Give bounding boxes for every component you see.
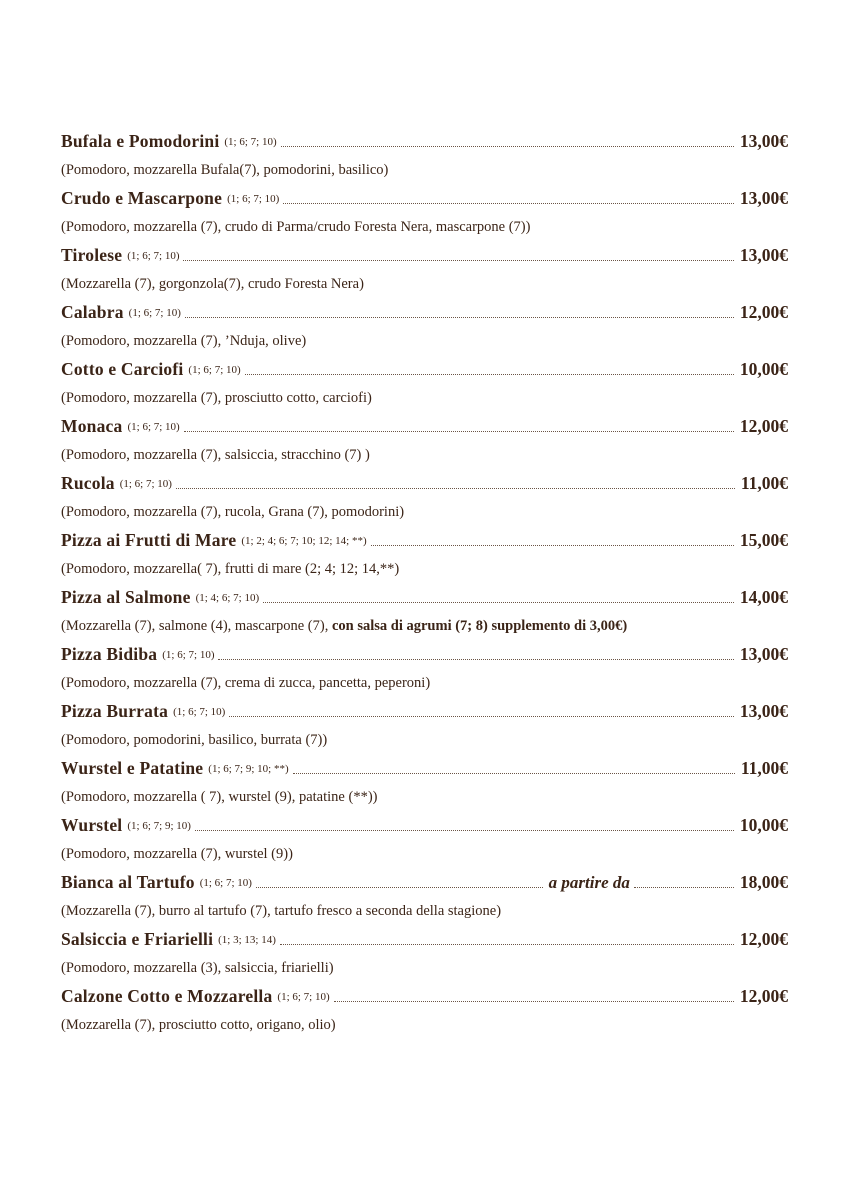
price: 13,00€ xyxy=(739,188,788,208)
price: 13,00€ xyxy=(739,245,788,265)
dot-leader xyxy=(371,545,734,546)
dot-leader xyxy=(184,431,734,432)
ingredients-text: (Pomodoro, mozzarella (7), prosciutto cotto, carciofi) xyxy=(61,390,372,406)
allergen-codes: (1; 3; 13; 14) xyxy=(218,933,276,946)
ingredients-text: (Pomodoro, mozzarella (3), salsiccia, friarielli) xyxy=(61,960,334,976)
pizza-name: Calabra xyxy=(61,302,124,322)
menu-item-header xyxy=(61,412,788,441)
price: 12,00€ xyxy=(739,416,788,436)
ingredients-text: (Mozzarella (7), prosciutto cotto, origano, olio) xyxy=(61,1017,336,1033)
ingredients-text: (Pomodoro, mozzarella (7), wurstel (9)) xyxy=(61,846,293,862)
ingredients xyxy=(61,726,788,755)
menu-item-header xyxy=(61,697,788,726)
price: 12,00€ xyxy=(739,302,788,322)
ingredients xyxy=(61,213,788,242)
ingredients-text: (Pomodoro, mozzarella (7), crema di zucca, pancetta, peperoni) xyxy=(61,675,431,691)
ingredients xyxy=(61,840,788,869)
allergen-codes: (1; 6; 7; 10) xyxy=(162,648,215,661)
pizza-name: Pizza ai Frutti di Mare xyxy=(61,530,237,550)
menu-item xyxy=(61,241,788,298)
dot-leader xyxy=(183,260,733,261)
menu-item xyxy=(61,412,788,469)
menu-item xyxy=(61,127,788,184)
ingredients xyxy=(61,897,788,926)
ingredients-text: (Pomodoro, pomodorini, basilico, burrata (7)) xyxy=(61,732,328,748)
ingredients-text: (Pomodoro, mozzarella (7), rucola, Grana (7), pomodorini) xyxy=(61,504,405,520)
ingredients xyxy=(61,612,788,641)
menu-item xyxy=(61,583,788,640)
supplement-note: con salsa di agrumi (7; 8) supplemento di 3,00€) xyxy=(331,618,628,634)
pizza-name: Tirolese xyxy=(61,245,123,265)
price: 10,00€ xyxy=(739,359,788,379)
allergen-codes: (1; 6; 7; 10) xyxy=(188,363,241,376)
dot-leader xyxy=(229,716,734,717)
menu-item xyxy=(61,184,788,241)
menu-item-header xyxy=(61,583,788,612)
dot-leader xyxy=(256,887,543,888)
price: 10,00€ xyxy=(739,815,788,835)
ingredients-text: (Pomodoro, mozzarella Bufala(7), pomodorini, basilico) xyxy=(61,162,389,178)
price: 12,00€ xyxy=(739,986,788,1006)
dot-leader xyxy=(185,317,734,318)
ingredients xyxy=(61,555,788,584)
allergen-codes: (1; 6; 7; 10) xyxy=(173,705,226,718)
ingredients xyxy=(61,156,788,185)
menu-item-header xyxy=(61,298,788,327)
ingredients-text: (Pomodoro, mozzarella (7), crudo di Parma/crudo Foresta Nera, mascarpone (7)) xyxy=(61,219,531,235)
dot-leader xyxy=(293,773,735,774)
menu-item-header xyxy=(61,754,788,783)
dot-leader xyxy=(634,887,734,888)
pizza-name: Pizza Burrata xyxy=(61,701,169,721)
dot-leader xyxy=(218,659,733,660)
allergen-codes: (1; 6; 7; 10) xyxy=(127,249,180,262)
price: 13,00€ xyxy=(739,701,788,721)
price: 14,00€ xyxy=(739,587,788,607)
dot-leader xyxy=(280,944,734,945)
price: 11,00€ xyxy=(740,473,788,493)
price: 12,00€ xyxy=(739,929,788,949)
ingredients-text: (Pomodoro, mozzarella ( 7), wurstel (9), patatine (**)) xyxy=(61,789,378,805)
allergen-codes: (1; 6; 7; 10) xyxy=(227,192,280,205)
allergen-codes: (1; 6; 7; 9; 10) xyxy=(127,819,191,832)
pizza-name: Wurstel xyxy=(61,815,123,835)
menu-item xyxy=(61,526,788,583)
pizza-name: Pizza Bidiba xyxy=(61,644,158,664)
allergen-codes: (1; 6; 7; 10) xyxy=(119,477,172,490)
dot-leader xyxy=(281,146,734,147)
ingredients xyxy=(61,327,788,356)
pizza-name: Rucola xyxy=(61,473,115,493)
price: 13,00€ xyxy=(739,131,788,151)
menu-item-header xyxy=(61,526,788,555)
ingredients xyxy=(61,1011,788,1040)
dot-leader xyxy=(283,203,734,204)
price: 18,00€ xyxy=(739,872,788,892)
ingredients-text: (Pomodoro, mozzarella (7), ’Nduja, olive) xyxy=(61,333,307,349)
pizza-name: Wurstel e Patatine xyxy=(61,758,204,778)
pizza-menu-list xyxy=(61,127,788,1039)
pizza-name: Bianca al Tartufo xyxy=(61,872,195,892)
pizza-name: Cotto e Carciofi xyxy=(61,359,184,379)
menu-item-header xyxy=(61,640,788,669)
dot-leader xyxy=(334,1001,734,1002)
ingredients xyxy=(61,441,788,470)
menu-item xyxy=(61,298,788,355)
menu-item-header xyxy=(61,469,788,498)
ingredients xyxy=(61,669,788,698)
menu-item-header xyxy=(61,925,788,954)
pizza-name: Calzone Cotto e Mozzarella xyxy=(61,986,273,1006)
price-note: a partire da xyxy=(548,872,630,892)
dot-leader xyxy=(195,830,734,831)
ingredients-text: (Mozzarella (7), salmone (4), mascarpone (7), xyxy=(61,618,329,634)
ingredients-text: (Mozzarella (7), burro al tartufo (7), tartufo fresco a seconda della stagione) xyxy=(61,903,502,919)
menu-item xyxy=(61,355,788,412)
dot-leader xyxy=(263,602,734,603)
menu-item xyxy=(61,982,788,1039)
pizza-name: Pizza al Salmone xyxy=(61,587,191,607)
menu-item xyxy=(61,754,788,811)
menu-item-header xyxy=(61,868,788,897)
menu-item-header xyxy=(61,127,788,156)
menu-item xyxy=(61,640,788,697)
allergen-codes: (1; 6; 7; 10) xyxy=(224,135,277,148)
allergen-codes: (1; 6; 7; 10) xyxy=(128,306,181,319)
menu-item xyxy=(61,925,788,982)
menu-item xyxy=(61,811,788,868)
dot-leader xyxy=(245,374,734,375)
ingredients xyxy=(61,783,788,812)
ingredients-text: (Mozzarella (7), gorgonzola(7), crudo Foresta Nera) xyxy=(61,276,364,292)
pizza-name: Bufala e Pomodorini xyxy=(61,131,220,151)
pizza-name: Salsiccia e Friarielli xyxy=(61,929,214,949)
price: 15,00€ xyxy=(739,530,788,550)
pizza-name: Monaca xyxy=(61,416,123,436)
menu-item-header xyxy=(61,982,788,1011)
ingredients-text: (Pomodoro, mozzarella (7), salsiccia, stracchino (7) ) xyxy=(61,447,370,463)
menu-item xyxy=(61,469,788,526)
menu-item-header xyxy=(61,241,788,270)
allergen-codes: (1; 6; 7; 10) xyxy=(199,876,252,889)
ingredients xyxy=(61,954,788,983)
menu-item-header xyxy=(61,355,788,384)
ingredients xyxy=(61,384,788,413)
dot-leader xyxy=(176,488,735,489)
pizza-name: Crudo e Mascarpone xyxy=(61,188,223,208)
allergen-codes: (1; 6; 7; 10) xyxy=(277,990,330,1003)
price: 13,00€ xyxy=(739,644,788,664)
allergen-codes: (1; 6; 7; 10) xyxy=(127,420,180,433)
price: 11,00€ xyxy=(740,758,788,778)
allergen-codes: (1; 2; 4; 6; 7; 10; 12; 14; **) xyxy=(241,534,367,547)
menu-item xyxy=(61,868,788,925)
allergen-codes: (1; 6; 7; 9; 10; **) xyxy=(208,762,289,775)
menu-item-header xyxy=(61,184,788,213)
menu-item xyxy=(61,697,788,754)
allergen-codes: (1; 4; 6; 7; 10) xyxy=(195,591,260,604)
ingredients xyxy=(61,498,788,527)
menu-item-header xyxy=(61,811,788,840)
ingredients xyxy=(61,270,788,299)
ingredients-text: (Pomodoro, mozzarella( 7), frutti di mare (2; 4; 12; 14,**) xyxy=(61,561,400,577)
